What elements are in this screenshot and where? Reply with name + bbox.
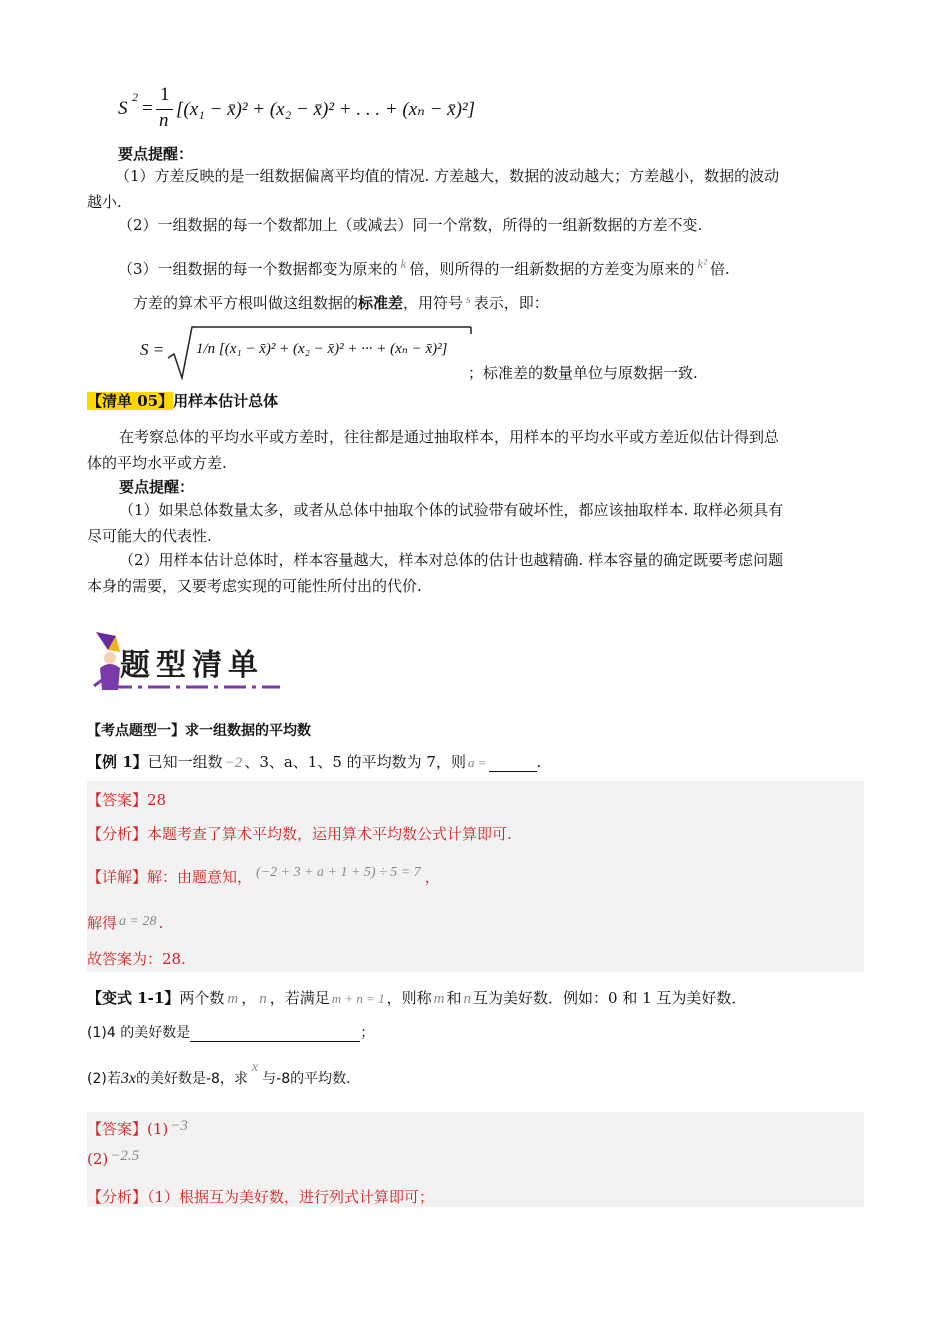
section-05-heading bbox=[87, 390, 278, 411]
section-05-title: 用样本估计总体 bbox=[173, 392, 279, 410]
variant-1-1-sub1: (1)4 的美好数是 ； bbox=[87, 1025, 375, 1041]
section-05-tag: 【清单 05】 bbox=[87, 392, 174, 410]
example-1-analysis: 【分析】本题考查了算术平均数，运用算术平均数公式计算即可. bbox=[87, 825, 512, 843]
example-1-solve: 解得 a = 28 . bbox=[87, 914, 164, 932]
section-05-tips-heading: 要点提醒： bbox=[119, 478, 195, 496]
variant-1-1-answer-1: 【答案】(1) −3 bbox=[87, 1118, 188, 1138]
formula-exponent: 2 bbox=[132, 90, 138, 104]
type-1-heading: 【考点题型一】求一组数据的平均数 bbox=[87, 723, 311, 739]
banner-title: 题型清单 bbox=[120, 648, 264, 683]
example-1-answer-box bbox=[87, 781, 864, 972]
question-types-banner bbox=[90, 628, 280, 692]
stddev-body: 1/n [(x₁ − x̄)² + (x₂ − x̄)² + ··· + (xₙ − x̄)²] bbox=[196, 341, 448, 357]
example-1-answer: 【答案】28 bbox=[87, 791, 167, 809]
example-1-detail: 【详解】解：由题意知， (−2 + 3 + a + 1 + 5) ÷ 5 = 7 ， bbox=[87, 865, 440, 886]
s-symbol: s bbox=[466, 292, 471, 306]
section-05-paragraph: 在考察总体的平均水平或方差时，往往都是通过抽取样本，用样本的平均水平或方差近似估计得到总 体的平均水平或方差. bbox=[87, 428, 780, 472]
variant-1-1-answer-box bbox=[87, 1112, 864, 1207]
section-05-tip-2: （2）用样本估计总体时，样本容量越大，样本对总体的估计也越精确. 样本容量的确定既要考虑问题 本身的需要，又要考虑实现的可能性所付出的代价. bbox=[87, 551, 784, 595]
tips-item-1: （1）方差反映的是一组数据偏离平均值的情况. 方差越大，数据的波动越大；方差越小，数据的波动 越小. bbox=[87, 167, 780, 211]
answer-blank bbox=[489, 753, 537, 772]
stddev-note: ；标准差的数量单位与原数据一致. bbox=[468, 364, 698, 382]
stddev-definition: 方差的算术平方根叫做这组数据的标准差，用符号 $^s$ 表示，即： bbox=[133, 292, 549, 312]
formula-body: [(x₁ − x̄)² + (x₂ − x̄)² + . . . + (xₙ − x̄)²] bbox=[176, 99, 476, 120]
tips-heading: 要点提醒： bbox=[118, 145, 194, 163]
k-squared-symbol: k² bbox=[697, 256, 708, 271]
formula-denominator: n bbox=[159, 110, 169, 131]
tips-item-3: （3）一组数据的每一个数据都变为原来的 k 倍，则所得的一组新数据的方差变为原来的 k² 倍. bbox=[118, 256, 730, 278]
formula-lhs: S bbox=[118, 98, 128, 119]
sub1-blank bbox=[190, 1025, 360, 1042]
tips-item-2: （2）一组数据的每一个数都加上（或减去）同一个常数，所得的一组新数据的方差不变. bbox=[118, 216, 703, 234]
formula-equals: = bbox=[142, 98, 153, 119]
variant-1-1-sub2: (2)若3x的美好数是-8，求x与-8的平均数． bbox=[87, 1060, 361, 1087]
k-symbol: k bbox=[400, 256, 407, 271]
variant-1-1-question: 【变式 1-1】两个数 m ， n ，若满足 m + n = 1 ，则称 m 和 n 互为美好数．例如：0 和 1 互为美好数． bbox=[87, 989, 747, 1007]
banner-underline bbox=[110, 682, 280, 692]
detail-formula: (−2 + 3 + a + 1 + 5) ÷ 5 = 7 bbox=[256, 865, 421, 880]
stddev-lhs: S = bbox=[140, 340, 165, 359]
variant-1-1-answer-2: (2) −2.5 bbox=[87, 1148, 140, 1168]
example-1-question: 【例 1】已知一组数 −2 、3、a、1、5 的平均数为 7，则 a = . bbox=[87, 753, 542, 771]
stddev-term: 标准差 bbox=[358, 294, 404, 312]
section-05-tip-1: （1）如果总体数量太多，或者从总体中抽取个体的试验带有破坏性，都应该抽取样本. 取样必须具有 尽可能大的代表性. bbox=[87, 501, 784, 545]
example-1-final: 故答案为：28. bbox=[87, 950, 186, 968]
formula-numerator: 1 bbox=[160, 84, 170, 105]
variant-1-1-analysis: 【分析】（1）根据互为美好数，进行列式计算即可； bbox=[87, 1188, 435, 1206]
